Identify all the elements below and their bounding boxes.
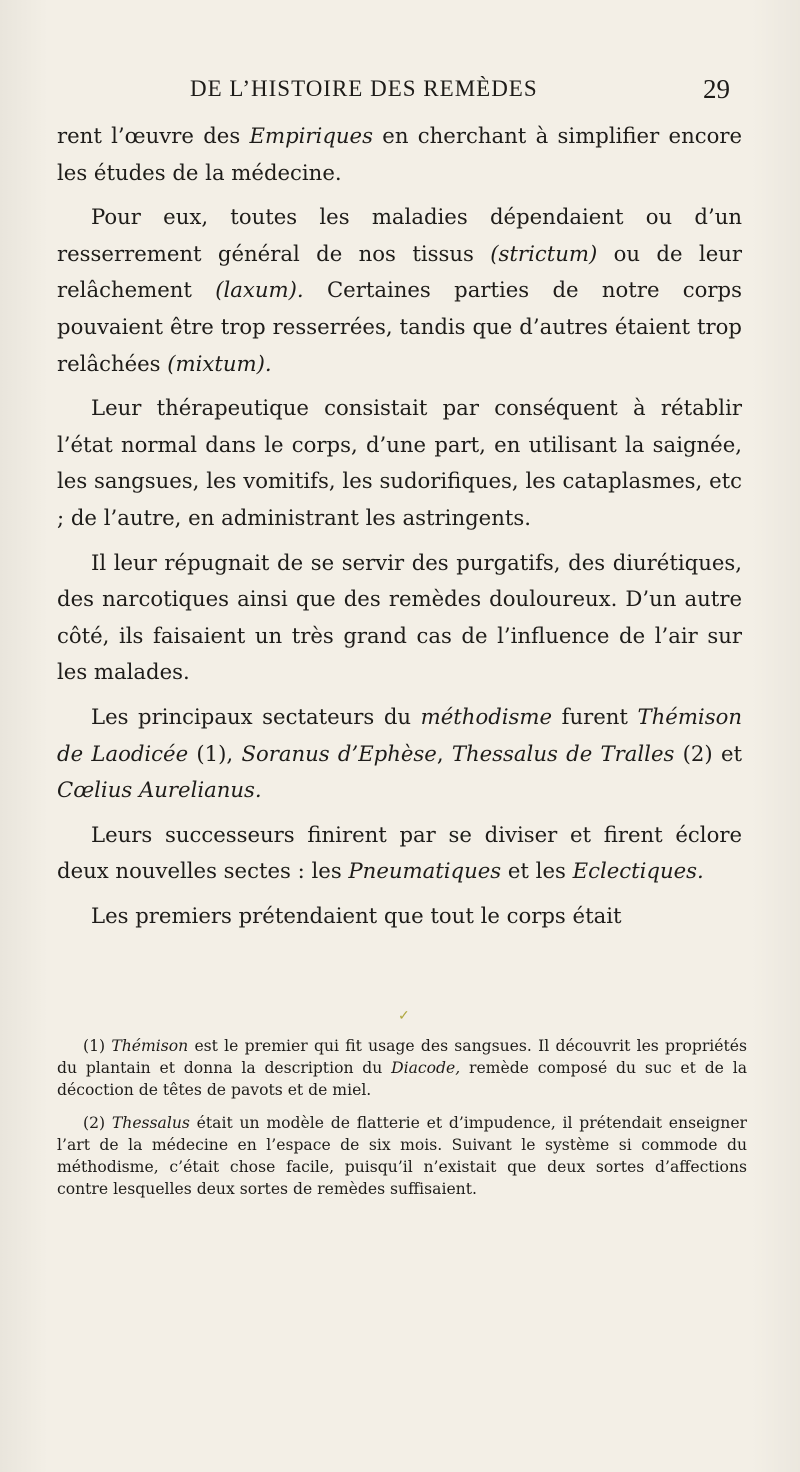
italic-name: Thémison xyxy=(111,1037,189,1055)
italic-term: (mixtum). xyxy=(167,350,272,376)
paragraph-1 xyxy=(57,118,742,191)
italic-term: méthodisme xyxy=(420,703,553,729)
text-run: ou de leur relâchement xyxy=(57,240,743,303)
italic-term: Empiriques xyxy=(249,123,373,148)
page-number: 29 xyxy=(703,74,730,104)
italic-term: (strictum) xyxy=(490,240,598,266)
footnote-ref: (2) et xyxy=(674,740,742,766)
paragraph-5 xyxy=(57,699,742,809)
footnote-2 xyxy=(57,1112,747,1201)
footnote-number: (2) xyxy=(83,1113,112,1132)
italic-term: Diacode, xyxy=(391,1059,461,1078)
footnotes xyxy=(57,1035,747,1210)
text-run: et les xyxy=(501,858,573,884)
body-text xyxy=(57,118,742,942)
footnote-ref: (1), xyxy=(188,740,242,766)
italic-name: Thémison de Laodicée xyxy=(57,703,742,766)
text-run: Les principaux sectateurs du xyxy=(91,703,421,729)
paragraph-3: Leur thérapeutique consistait par conséquent à rétablir l’état normal dans le corps, d’une part, en utilisant la saignée, les sangsues, les vomitifs, les sudorifiques, les cataplasmes, etc ; de l’autre, en administrant les astringents. xyxy=(57,395,742,530)
footnote-1 xyxy=(57,1035,747,1102)
italic-name: Thessalus xyxy=(111,1113,190,1132)
italic-term: (laxum). xyxy=(215,277,304,303)
text-run: furent xyxy=(552,703,638,729)
text-run: Leurs successeurs finirent par se diviser et firent éclore deux nouvelles sectes : les xyxy=(57,821,742,884)
paragraph-7: Les premiers prétendaient que tout le corps était xyxy=(91,902,622,928)
text-run: remède composé du suc et de la décoction de têtes de pavots et de miel. xyxy=(57,1059,747,1100)
italic-name: Cœlius Aurelianus. xyxy=(57,777,262,803)
paragraph-2 xyxy=(57,199,742,382)
text-run: Certaines parties de notre corps pouvaient être trop resserrées, tandis que d’autres étaient trop relâchées xyxy=(57,277,742,376)
text-run: en cherchant à simplifier encore les études de la médecine. xyxy=(57,123,743,185)
paragraph-4: Il leur répugnait de se servir des purgatifs, des diurétiques, des narcotiques ainsi que des remèdes douloureux. D’un autre côté, ils faisaient un très grand cas de l’influence de l’air sur les malades. xyxy=(57,549,742,685)
paragraph-6 xyxy=(57,817,742,890)
running-title: DE L’HISTOIRE DES REMÈDES xyxy=(190,76,538,101)
text-run: Pour eux, toutes les maladies dépendaient ou d’un resserrement général de nos tissus xyxy=(57,204,742,266)
italic-name: Thessalus de Tralles xyxy=(451,740,675,766)
text-run: était un modèle de flatterie et d’impudence, il prétendait enseigner l’art de la médecine en l’espace de six mois. Suivant le système si commode du méthodisme, c’était chose facile, puisqu’il n’existait que deux sortes d’affections contre lesquelles deux sortes de remèdes suffisaient. xyxy=(57,1113,748,1199)
footnote-number: (1) xyxy=(83,1037,112,1055)
text-run: , xyxy=(436,740,452,766)
running-head xyxy=(0,76,800,116)
italic-term: Eclectiques. xyxy=(572,858,704,884)
text-run: est le premier qui fit usage des sangsues. Il découvrit les propriétés du plantain et donna la description du xyxy=(57,1037,747,1078)
italic-term: Pneumatiques xyxy=(348,858,502,884)
italic-name: Soranus d’Ephèse xyxy=(241,740,437,766)
text-run: rent l’œuvre des xyxy=(57,123,250,148)
ink-blot-mark: ✓ xyxy=(398,1008,410,1024)
